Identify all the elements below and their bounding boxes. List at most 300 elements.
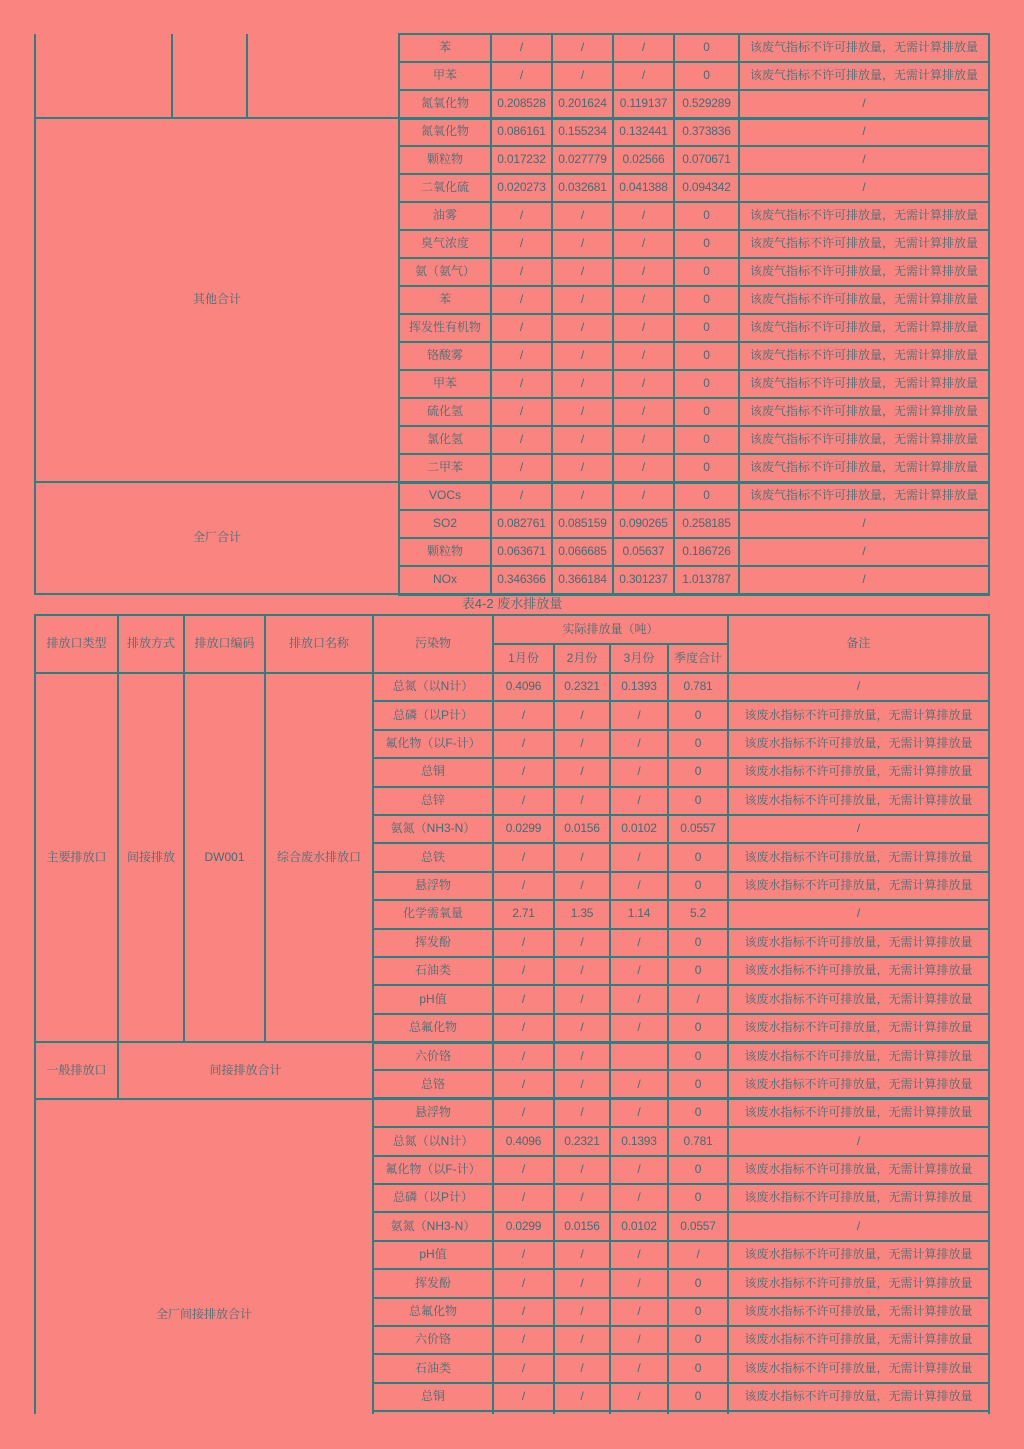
month3-value-cell: 0.041388 bbox=[613, 174, 674, 202]
remark-cell: 该废气指标不许可排放量，无需计算排放量 bbox=[739, 342, 989, 370]
remark-cell: 该废气指标不许可排放量，无需计算排放量 bbox=[739, 370, 989, 398]
quarter-total-cell: 0.094342 bbox=[674, 174, 739, 202]
month3-value-cell: / bbox=[610, 1156, 668, 1184]
month3-value-cell: / bbox=[613, 342, 674, 370]
pollutant-cell: 油雾 bbox=[399, 202, 491, 230]
month2-value-cell: 0.027779 bbox=[552, 146, 613, 174]
month3-value-cell: / bbox=[613, 258, 674, 286]
month3-value-cell: / bbox=[613, 286, 674, 314]
general-outlet-type-cell: 一般排放口 bbox=[35, 1042, 118, 1099]
month2-value-cell: / bbox=[554, 1269, 610, 1297]
pollutant-cell: 化学需氧量 bbox=[373, 900, 493, 928]
month1-value-cell: / bbox=[493, 1241, 554, 1269]
remark-cell: 该废水指标不许可排放量，无需计算排放量 bbox=[728, 1184, 989, 1212]
quarter-total-cell: 5.2 bbox=[668, 900, 728, 928]
pollutant-cell: 苯 bbox=[399, 34, 491, 62]
month3-value-cell: / bbox=[613, 398, 674, 426]
remark-cell: 该废气指标不许可排放量，无需计算排放量 bbox=[739, 286, 989, 314]
month3-value-cell: / bbox=[610, 758, 668, 786]
quarter-total-cell: 0 bbox=[668, 1070, 728, 1098]
quarter-total-cell: 0 bbox=[668, 730, 728, 758]
month2-value-cell: / bbox=[552, 454, 613, 482]
month3-value-cell: / bbox=[610, 1099, 668, 1127]
month2-value-cell: 0.201624 bbox=[552, 90, 613, 118]
remark-cell: 该废气指标不许可排放量，无需计算排放量 bbox=[739, 482, 989, 510]
month3-value-cell: / bbox=[610, 787, 668, 815]
month2-value-cell: 0.085159 bbox=[552, 510, 613, 538]
header-outlet-name: 排放口名称 bbox=[265, 615, 373, 673]
month3-value-cell: / bbox=[610, 872, 668, 900]
quarter-total-cell: 0.0557 bbox=[668, 815, 728, 843]
month3-value-cell: 0.0102 bbox=[610, 1212, 668, 1240]
header-outlet-code: 排放口编码 bbox=[184, 615, 265, 673]
waste-water-table-header bbox=[35, 615, 989, 673]
pollutant-cell: 总氟化物 bbox=[373, 1298, 493, 1326]
month3-value-cell: / bbox=[613, 34, 674, 62]
month3-value-cell: / bbox=[610, 1269, 668, 1297]
pollutant-cell: 甲苯 bbox=[399, 370, 491, 398]
quarter-total-cell: / bbox=[668, 985, 728, 1013]
month2-value-cell: 0.2321 bbox=[554, 1127, 610, 1155]
clipped-cell bbox=[373, 1411, 493, 1414]
remark-cell: 该废气指标不许可排放量，无需计算排放量 bbox=[739, 398, 989, 426]
month1-value-cell: / bbox=[491, 454, 552, 482]
remark-cell: 该废气指标不许可排放量，无需计算排放量 bbox=[739, 258, 989, 286]
remark-cell: 该废水指标不许可排放量，无需计算排放量 bbox=[728, 1298, 989, 1326]
month1-value-cell: / bbox=[493, 1383, 554, 1411]
month3-value-cell: / bbox=[613, 370, 674, 398]
remark-cell: 该废水指标不许可排放量，无需计算排放量 bbox=[728, 1099, 989, 1127]
month3-value-cell: 0.119137 bbox=[613, 90, 674, 118]
month3-value-cell: 0.301237 bbox=[613, 566, 674, 594]
month2-value-cell: / bbox=[552, 370, 613, 398]
month2-value-cell: / bbox=[552, 202, 613, 230]
pollutant-cell: 挥发酚 bbox=[373, 929, 493, 957]
pollutant-cell: 硫化氢 bbox=[399, 398, 491, 426]
carryover-outlet-name-cell bbox=[247, 34, 399, 118]
remark-cell: 该废气指标不许可排放量，无需计算排放量 bbox=[739, 426, 989, 454]
clipped-cell bbox=[610, 1411, 668, 1414]
month3-value-cell: / bbox=[610, 1070, 668, 1098]
month2-value-cell: / bbox=[554, 872, 610, 900]
remark-cell: / bbox=[739, 538, 989, 566]
quarter-total-cell: 0.186726 bbox=[674, 538, 739, 566]
quarter-total-cell: 0 bbox=[674, 370, 739, 398]
month2-value-cell: / bbox=[552, 342, 613, 370]
remark-cell: 该废气指标不许可排放量，无需计算排放量 bbox=[739, 314, 989, 342]
month1-value-cell: / bbox=[491, 370, 552, 398]
header-month1: 1月份 bbox=[493, 644, 554, 673]
month3-value-cell: / bbox=[610, 1383, 668, 1411]
pollutant-cell: 总锌 bbox=[373, 787, 493, 815]
month2-value-cell: 0.2321 bbox=[554, 673, 610, 701]
pollutant-cell: 氟化物（以F-计） bbox=[373, 730, 493, 758]
waste-gas-table bbox=[34, 33, 990, 596]
header-pollutant: 污染物 bbox=[373, 615, 493, 673]
pollutant-cell: 总氟化物 bbox=[373, 1014, 493, 1042]
month3-value-cell: / bbox=[613, 426, 674, 454]
month1-value-cell: 0.4096 bbox=[493, 673, 554, 701]
month1-value-cell: / bbox=[493, 787, 554, 815]
month1-value-cell: / bbox=[493, 1184, 554, 1212]
remark-cell: 该废水指标不许可排放量，无需计算排放量 bbox=[728, 1156, 989, 1184]
quarter-total-cell: 0 bbox=[674, 202, 739, 230]
remark-cell: / bbox=[739, 510, 989, 538]
month3-value-cell: / bbox=[610, 1014, 668, 1042]
remark-cell: 该废水指标不许可排放量，无需计算排放量 bbox=[728, 758, 989, 786]
month1-value-cell: 0.346366 bbox=[491, 566, 552, 594]
month3-value-cell: / bbox=[613, 314, 674, 342]
month2-value-cell: 0.0156 bbox=[554, 815, 610, 843]
month1-value-cell: / bbox=[491, 230, 552, 258]
quarter-total-cell: 0 bbox=[674, 426, 739, 454]
remark-cell: / bbox=[728, 1212, 989, 1240]
month2-value-cell: / bbox=[554, 929, 610, 957]
month1-value-cell: / bbox=[493, 758, 554, 786]
month1-value-cell: / bbox=[491, 426, 552, 454]
pollutant-cell: 总铁 bbox=[373, 843, 493, 871]
month2-value-cell: / bbox=[552, 34, 613, 62]
quarter-total-cell: 0 bbox=[674, 258, 739, 286]
quarter-total-cell: 0 bbox=[668, 1298, 728, 1326]
quarter-total-cell: 0 bbox=[674, 230, 739, 258]
month1-value-cell: / bbox=[493, 701, 554, 729]
pollutant-cell: 总磷（以P计） bbox=[373, 701, 493, 729]
main-outlet-mode-cell: 间接排放 bbox=[118, 673, 184, 1042]
month3-value-cell: / bbox=[613, 482, 674, 510]
waste-gas-row bbox=[35, 34, 989, 62]
pollutant-cell: 石油类 bbox=[373, 1354, 493, 1382]
month1-value-cell: / bbox=[493, 1354, 554, 1382]
waste-water-row bbox=[35, 673, 989, 701]
remark-cell: / bbox=[739, 566, 989, 594]
remark-cell: 该废气指标不许可排放量，无需计算排放量 bbox=[739, 454, 989, 482]
month3-value-cell: / bbox=[610, 1184, 668, 1212]
waste-water-row bbox=[35, 1099, 989, 1127]
quarter-total-cell: 0 bbox=[668, 929, 728, 957]
carryover-outlet-code-cell bbox=[172, 34, 247, 118]
clipped-cell bbox=[554, 1411, 610, 1414]
remark-cell: 该废气指标不许可排放量，无需计算排放量 bbox=[739, 34, 989, 62]
month3-value-cell: / bbox=[613, 230, 674, 258]
month3-value-cell: 0.0102 bbox=[610, 815, 668, 843]
pollutant-cell: 氨氮（NH3-N） bbox=[373, 815, 493, 843]
quarter-total-cell: 0.258185 bbox=[674, 510, 739, 538]
month2-value-cell: / bbox=[554, 1099, 610, 1127]
month2-value-cell: / bbox=[552, 62, 613, 90]
month1-value-cell: / bbox=[491, 258, 552, 286]
month3-value-cell: / bbox=[613, 202, 674, 230]
header-month3: 3月份 bbox=[610, 644, 668, 673]
month3-value-cell: / bbox=[610, 701, 668, 729]
month2-value-cell: / bbox=[554, 1156, 610, 1184]
quarter-total-cell: 0 bbox=[674, 342, 739, 370]
remark-cell: / bbox=[728, 900, 989, 928]
month3-value-cell: / bbox=[613, 62, 674, 90]
pollutant-cell: 六价铬 bbox=[373, 1042, 493, 1070]
remark-cell: 该废气指标不许可排放量，无需计算排放量 bbox=[739, 230, 989, 258]
pollutant-cell: 氟化物（以F-计） bbox=[373, 1156, 493, 1184]
month3-value-cell: 0.1393 bbox=[610, 1127, 668, 1155]
month1-value-cell: 0.082761 bbox=[491, 510, 552, 538]
main-outlet-name-cell: 综合废水排放口 bbox=[265, 673, 373, 1042]
month2-value-cell: 1.35 bbox=[554, 900, 610, 928]
month1-value-cell: / bbox=[491, 398, 552, 426]
table-4-2-caption: 表4-2 废水排放量 bbox=[461, 596, 563, 611]
header-quarter-total: 季度合计 bbox=[668, 644, 728, 673]
month3-value-cell: 0.1393 bbox=[610, 673, 668, 701]
remark-cell: / bbox=[739, 146, 989, 174]
month3-value-cell bbox=[610, 1042, 668, 1070]
quarter-total-cell: 0.781 bbox=[668, 673, 728, 701]
quarter-total-cell: 0 bbox=[668, 1354, 728, 1382]
month2-value-cell: / bbox=[554, 1383, 610, 1411]
month1-value-cell: / bbox=[491, 62, 552, 90]
quarter-total-cell: 0 bbox=[674, 398, 739, 426]
remark-cell: 该废水指标不许可排放量，无需计算排放量 bbox=[728, 872, 989, 900]
month1-value-cell: / bbox=[493, 957, 554, 985]
month2-value-cell: / bbox=[554, 1326, 610, 1354]
pollutant-cell: pH值 bbox=[373, 1241, 493, 1269]
month3-value-cell: / bbox=[610, 985, 668, 1013]
waste-water-table-body bbox=[35, 673, 989, 1414]
waste-gas-row bbox=[35, 118, 989, 146]
month1-value-cell: / bbox=[493, 843, 554, 871]
pollutant-cell: 二氧化硫 bbox=[399, 174, 491, 202]
pollutant-cell: 臭气浓度 bbox=[399, 230, 491, 258]
quarter-total-cell: 0 bbox=[668, 1156, 728, 1184]
month1-value-cell: / bbox=[491, 34, 552, 62]
quarter-total-cell: 0 bbox=[668, 1184, 728, 1212]
pollutant-cell: 氮氧化物 bbox=[399, 118, 491, 146]
remark-cell: 该废水指标不许可排放量，无需计算排放量 bbox=[728, 730, 989, 758]
remark-cell: / bbox=[739, 90, 989, 118]
quarter-total-cell: 0 bbox=[668, 787, 728, 815]
quarter-total-cell: 0 bbox=[668, 1326, 728, 1354]
month2-value-cell: / bbox=[552, 230, 613, 258]
month2-value-cell: / bbox=[554, 1070, 610, 1098]
quarter-total-cell: 0 bbox=[674, 454, 739, 482]
month2-value-cell: / bbox=[554, 843, 610, 871]
month2-value-cell: / bbox=[554, 1184, 610, 1212]
month1-value-cell: / bbox=[491, 202, 552, 230]
month1-value-cell: 0.020273 bbox=[491, 174, 552, 202]
pollutant-cell: 总氮（以N计） bbox=[373, 673, 493, 701]
pollutant-cell: 六价铬 bbox=[373, 1326, 493, 1354]
quarter-total-cell: 0 bbox=[674, 34, 739, 62]
month1-value-cell: / bbox=[493, 929, 554, 957]
quarter-total-cell: / bbox=[668, 1241, 728, 1269]
month3-value-cell: / bbox=[610, 1354, 668, 1382]
month2-value-cell: / bbox=[554, 758, 610, 786]
month2-value-cell: / bbox=[554, 957, 610, 985]
pollutant-cell: 悬浮物 bbox=[373, 872, 493, 900]
plant-indirect-total-group-cell: 全厂间接排放合计 bbox=[35, 1099, 373, 1414]
waste-gas-row bbox=[35, 482, 989, 510]
pollutant-cell: 挥发性有机物 bbox=[399, 314, 491, 342]
quarter-total-cell: 0 bbox=[668, 701, 728, 729]
quarter-total-cell: 0.373836 bbox=[674, 118, 739, 146]
month1-value-cell: / bbox=[493, 1042, 554, 1070]
remark-cell: 该废水指标不许可排放量，无需计算排放量 bbox=[728, 1042, 989, 1070]
month2-value-cell: / bbox=[552, 258, 613, 286]
month1-value-cell: / bbox=[493, 1014, 554, 1042]
quarter-total-cell: 0 bbox=[668, 1042, 728, 1070]
month2-value-cell: / bbox=[554, 985, 610, 1013]
month3-value-cell: 1.14 bbox=[610, 900, 668, 928]
remark-cell: 该废水指标不许可排放量，无需计算排放量 bbox=[728, 1014, 989, 1042]
pollutant-cell: 总铬 bbox=[373, 1070, 493, 1098]
header-actual-amount: 实际排放量（吨） bbox=[493, 615, 728, 644]
month2-value-cell: / bbox=[554, 1241, 610, 1269]
month1-value-cell: / bbox=[493, 1269, 554, 1297]
quarter-total-cell: 0.529289 bbox=[674, 90, 739, 118]
month1-value-cell: 2.71 bbox=[493, 900, 554, 928]
header-month2: 2月份 bbox=[554, 644, 610, 673]
month2-value-cell: 0.155234 bbox=[552, 118, 613, 146]
pollutant-cell: SO2 bbox=[399, 510, 491, 538]
waste-water-row bbox=[35, 1042, 989, 1070]
month2-value-cell: / bbox=[554, 701, 610, 729]
month2-value-cell: / bbox=[554, 1014, 610, 1042]
month1-value-cell: 0.0299 bbox=[493, 1212, 554, 1240]
month3-value-cell: / bbox=[610, 730, 668, 758]
quarter-total-cell: 0 bbox=[674, 314, 739, 342]
pollutant-cell: 总铜 bbox=[373, 758, 493, 786]
month2-value-cell: / bbox=[554, 1042, 610, 1070]
pollutant-cell: 颗粒物 bbox=[399, 146, 491, 174]
header-outlet-type: 排放口类型 bbox=[35, 615, 118, 673]
month1-value-cell: 0.208528 bbox=[491, 90, 552, 118]
plant-total-group-cell: 全厂合计 bbox=[35, 482, 399, 594]
month2-value-cell: 0.366184 bbox=[552, 566, 613, 594]
indirect-total-group-cell: 间接排放合计 bbox=[118, 1042, 373, 1099]
remark-cell: 该废水指标不许可排放量，无需计算排放量 bbox=[728, 843, 989, 871]
waste-water-table bbox=[34, 614, 990, 1414]
pollutant-cell: 挥发酚 bbox=[373, 1269, 493, 1297]
month1-value-cell: 0.4096 bbox=[493, 1127, 554, 1155]
month1-value-cell: / bbox=[493, 1326, 554, 1354]
header-discharge-mode: 排放方式 bbox=[118, 615, 184, 673]
month1-value-cell: / bbox=[493, 1099, 554, 1127]
month2-value-cell: / bbox=[552, 482, 613, 510]
pollutant-cell: 悬浮物 bbox=[373, 1099, 493, 1127]
month2-value-cell: / bbox=[554, 787, 610, 815]
month1-value-cell: / bbox=[493, 730, 554, 758]
month3-value-cell: / bbox=[613, 454, 674, 482]
month1-value-cell: / bbox=[493, 1156, 554, 1184]
clipped-cell bbox=[668, 1411, 728, 1414]
month3-value-cell: / bbox=[610, 957, 668, 985]
month1-value-cell: 0.017232 bbox=[491, 146, 552, 174]
pollutant-cell: pH值 bbox=[373, 985, 493, 1013]
pollutant-cell: 颗粒物 bbox=[399, 538, 491, 566]
month3-value-cell: / bbox=[610, 929, 668, 957]
pollutant-cell: 总铜 bbox=[373, 1383, 493, 1411]
remark-cell: 该废水指标不许可排放量，无需计算排放量 bbox=[728, 985, 989, 1013]
pollutant-cell: 氮氧化物 bbox=[399, 90, 491, 118]
month1-value-cell: / bbox=[491, 342, 552, 370]
pollutant-cell: 苯 bbox=[399, 286, 491, 314]
quarter-total-cell: 0 bbox=[668, 1014, 728, 1042]
quarter-total-cell: 0 bbox=[668, 1383, 728, 1411]
month3-value-cell: / bbox=[610, 1326, 668, 1354]
remark-cell: 该废水指标不许可排放量，无需计算排放量 bbox=[728, 1383, 989, 1411]
remark-cell: 该废气指标不许可排放量，无需计算排放量 bbox=[739, 62, 989, 90]
pollutant-cell: 甲苯 bbox=[399, 62, 491, 90]
quarter-total-cell: 0.781 bbox=[668, 1127, 728, 1155]
month1-value-cell: / bbox=[493, 1070, 554, 1098]
month2-value-cell: / bbox=[554, 730, 610, 758]
remark-cell: 该废气指标不许可排放量，无需计算排放量 bbox=[739, 202, 989, 230]
waste-gas-table-body bbox=[35, 34, 989, 594]
remark-cell: / bbox=[739, 174, 989, 202]
quarter-total-cell: 1.013787 bbox=[674, 566, 739, 594]
pollutant-cell: NOx bbox=[399, 566, 491, 594]
remark-cell: / bbox=[728, 673, 989, 701]
pollutant-cell: VOCs bbox=[399, 482, 491, 510]
pollutant-cell: 二甲苯 bbox=[399, 454, 491, 482]
month2-value-cell: / bbox=[554, 1298, 610, 1326]
remark-cell: 该废水指标不许可排放量，无需计算排放量 bbox=[728, 701, 989, 729]
month2-value-cell: / bbox=[552, 314, 613, 342]
header-remark: 备注 bbox=[728, 615, 989, 673]
month1-value-cell: 0.086161 bbox=[491, 118, 552, 146]
month3-value-cell: / bbox=[610, 843, 668, 871]
month3-value-cell: / bbox=[610, 1298, 668, 1326]
pollutant-cell: 石油类 bbox=[373, 957, 493, 985]
other-total-group-cell: 其他合计 bbox=[35, 118, 399, 482]
quarter-total-cell: 0 bbox=[668, 1269, 728, 1297]
remark-cell: 该废水指标不许可排放量，无需计算排放量 bbox=[728, 1326, 989, 1354]
pollutant-cell: 氨氮（NH3-N） bbox=[373, 1212, 493, 1240]
remark-cell: 该废水指标不许可排放量，无需计算排放量 bbox=[728, 1269, 989, 1297]
pollutant-cell: 总氮（以N计） bbox=[373, 1127, 493, 1155]
month2-value-cell: / bbox=[552, 286, 613, 314]
quarter-total-cell: 0 bbox=[674, 286, 739, 314]
month1-value-cell: / bbox=[491, 286, 552, 314]
month1-value-cell: / bbox=[493, 985, 554, 1013]
pollutant-cell: 铬酸雾 bbox=[399, 342, 491, 370]
quarter-total-cell: 0 bbox=[668, 758, 728, 786]
quarter-total-cell: 0.0557 bbox=[668, 1212, 728, 1240]
month1-value-cell: / bbox=[491, 314, 552, 342]
month2-value-cell: 0.066685 bbox=[552, 538, 613, 566]
month3-value-cell: 0.090265 bbox=[613, 510, 674, 538]
pollutant-cell: 氯化氢 bbox=[399, 426, 491, 454]
month3-value-cell: / bbox=[610, 1241, 668, 1269]
month1-value-cell: / bbox=[491, 482, 552, 510]
remark-cell: / bbox=[728, 815, 989, 843]
remark-cell: 该废水指标不许可排放量，无需计算排放量 bbox=[728, 1070, 989, 1098]
pollutant-cell: 氨（氨气） bbox=[399, 258, 491, 286]
clipped-cell bbox=[493, 1411, 554, 1414]
month1-value-cell: / bbox=[493, 872, 554, 900]
month3-value-cell: 0.132441 bbox=[613, 118, 674, 146]
remark-cell: 该废水指标不许可排放量，无需计算排放量 bbox=[728, 929, 989, 957]
month2-value-cell: 0.032681 bbox=[552, 174, 613, 202]
remark-cell: 该废水指标不许可排放量，无需计算排放量 bbox=[728, 957, 989, 985]
quarter-total-cell: 0 bbox=[668, 872, 728, 900]
month1-value-cell: 0.0299 bbox=[493, 815, 554, 843]
main-outlet-type-cell: 主要排放口 bbox=[35, 673, 118, 1042]
quarter-total-cell: 0 bbox=[668, 843, 728, 871]
remark-cell: / bbox=[739, 118, 989, 146]
quarter-total-cell: 0 bbox=[674, 62, 739, 90]
remark-cell: 该废水指标不许可排放量，无需计算排放量 bbox=[728, 1241, 989, 1269]
remark-cell: 该废水指标不许可排放量，无需计算排放量 bbox=[728, 787, 989, 815]
header-row-1 bbox=[35, 615, 989, 644]
